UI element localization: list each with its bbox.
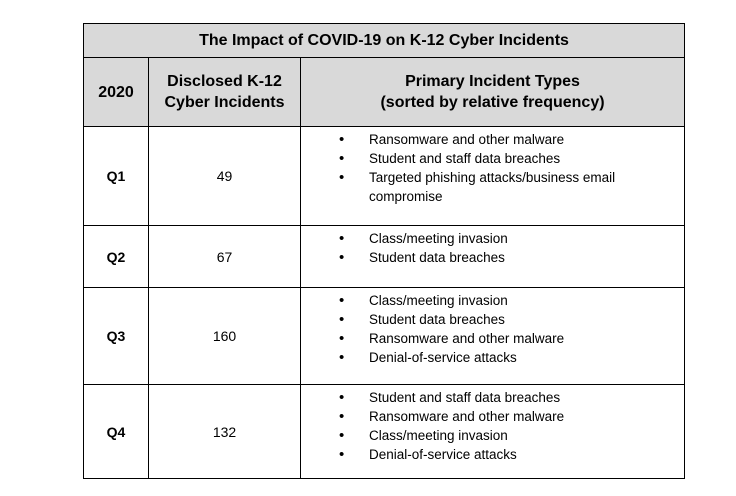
list-item: • Ransomware and other malware	[301, 407, 678, 426]
incident-count-cell: 67	[149, 226, 301, 288]
incident-type-list	[301, 288, 684, 367]
list-item: • Ransomware and other malware	[301, 329, 678, 348]
incident-type-list	[301, 226, 684, 267]
title-row	[84, 24, 685, 58]
list-item: • Class/meeting invasion	[301, 426, 678, 445]
list-item: • Class/meeting invasion	[301, 229, 678, 248]
header-row	[84, 58, 685, 127]
quarter-cell: Q3	[84, 288, 149, 385]
incident-types-cell	[301, 288, 685, 385]
incident-type-list	[301, 127, 684, 206]
table-title: The Impact of COVID-19 on K-12 Cyber Incidents	[84, 24, 685, 58]
table-row	[84, 385, 685, 479]
incident-count-cell: 132	[149, 385, 301, 479]
list-item: • Student and staff data breaches	[301, 149, 678, 168]
quarter-cell: Q4	[84, 385, 149, 479]
incident-types-cell	[301, 226, 685, 288]
list-item: • Targeted phishing attacks/business email compromise	[301, 168, 678, 206]
disclosed-header-line2: Cyber Incidents	[164, 94, 285, 111]
table-row	[84, 127, 685, 226]
table-row	[84, 226, 685, 288]
quarter-cell: Q2	[84, 226, 149, 288]
types-header-line2: (sorted by relative frequency)	[380, 94, 605, 111]
disclosed-header-line1: Disclosed K-12	[167, 73, 282, 90]
list-item: • Denial-of-service attacks	[301, 445, 678, 464]
list-item: • Ransomware and other malware	[301, 130, 678, 149]
table-row	[84, 288, 685, 385]
incident-count-cell: 49	[149, 127, 301, 226]
quarter-cell: Q1	[84, 127, 149, 226]
incident-count-cell: 160	[149, 288, 301, 385]
incident-type-list	[301, 385, 684, 464]
incident-types-cell	[301, 385, 685, 479]
year-header: 2020	[84, 58, 149, 127]
list-item: • Student and staff data breaches	[301, 388, 678, 407]
incident-types-cell	[301, 127, 685, 226]
list-item: • Class/meeting invasion	[301, 291, 678, 310]
list-item: • Denial-of-service attacks	[301, 348, 678, 367]
types-header-line1: Primary Incident Types	[405, 73, 580, 90]
incident-table	[83, 23, 685, 479]
disclosed-header	[149, 58, 301, 127]
list-item: • Student data breaches	[301, 310, 678, 329]
types-header	[301, 58, 685, 127]
list-item: • Student data breaches	[301, 248, 678, 267]
